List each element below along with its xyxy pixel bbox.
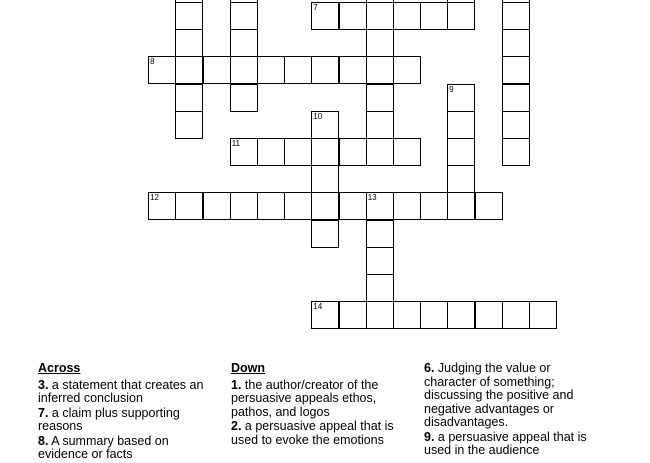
clue-number: 1.	[231, 377, 242, 392]
grid-cell[interactable]	[420, 301, 448, 329]
across-clues	[38, 362, 208, 463]
clue-number-label: 10	[313, 111, 323, 121]
grid-cell[interactable]	[447, 301, 475, 329]
grid-cell[interactable]	[529, 301, 557, 329]
clue-number: 3.	[38, 377, 49, 392]
grid-cell[interactable]	[284, 192, 312, 220]
grid-cell[interactable]	[502, 56, 530, 84]
grid-cell[interactable]	[257, 138, 285, 166]
grid-cell[interactable]	[393, 138, 421, 166]
grid-cell[interactable]	[366, 138, 394, 166]
grid-cell[interactable]	[420, 2, 448, 30]
clue-text: Judging the value or character of something; discussing the positive and negative advantages or disadvantages.	[424, 361, 574, 429]
clue-number: 6.	[424, 361, 435, 375]
grid-cell[interactable]	[311, 192, 339, 220]
grid-cell[interactable]	[447, 138, 475, 166]
grid-cell[interactable]	[175, 192, 203, 220]
clue-number-label: 7	[313, 3, 318, 12]
down-clues-continued	[424, 362, 604, 459]
clue-number: 9.	[424, 429, 435, 444]
clue-number: 7.	[38, 405, 49, 420]
grid-cell[interactable]	[148, 56, 176, 84]
grid-cell[interactable]	[311, 138, 339, 166]
grid-cell[interactable]	[284, 56, 312, 84]
clue-number-label: 9	[449, 84, 454, 94]
grid-cell[interactable]	[257, 56, 285, 84]
grid-cell[interactable]	[230, 84, 258, 112]
clue-down-1	[231, 379, 416, 420]
clue-text: a persuasive appeal that is used to evoke the emotions	[231, 419, 394, 447]
clue-text: a persuasive appeal that is used in the audience	[424, 429, 587, 457]
clue-number: 2.	[231, 419, 242, 433]
grid-cell[interactable]	[311, 111, 339, 139]
grid-cell[interactable]	[366, 56, 394, 84]
grid-cell[interactable]	[393, 192, 421, 220]
grid-cell[interactable]	[447, 2, 475, 30]
clue-text: A summary based on evidence or facts	[38, 433, 169, 461]
clue-number-label: 12	[150, 193, 159, 203]
grid-cell[interactable]	[366, 274, 394, 302]
grid-cell[interactable]	[230, 2, 258, 30]
grid-cell[interactable]	[502, 301, 530, 329]
grid-cell[interactable]	[366, 84, 394, 112]
clue-number-label: 11	[231, 139, 240, 148]
grid-cell[interactable]	[311, 220, 339, 248]
grid-cell[interactable]	[257, 192, 285, 220]
grid-cell[interactable]	[175, 56, 203, 84]
clue-number-label: 13	[367, 193, 377, 203]
grid-cell[interactable]	[230, 56, 258, 84]
clue-text: a claim plus supporting reasons	[38, 405, 180, 433]
clue-down-9	[424, 431, 604, 458]
grid-cell[interactable]	[366, 301, 394, 329]
grid-cell[interactable]	[447, 192, 475, 220]
grid-cell[interactable]	[230, 192, 258, 220]
grid-cell[interactable]	[339, 138, 367, 166]
grid-cell[interactable]	[230, 29, 258, 57]
grid-cell[interactable]	[502, 2, 530, 30]
grid-cell[interactable]	[339, 192, 367, 220]
grid-cell[interactable]	[175, 2, 203, 30]
grid-cell[interactable]	[502, 111, 530, 139]
clue-down-6	[424, 362, 604, 430]
clue-down-2	[231, 420, 416, 447]
grid-cell[interactable]	[203, 56, 231, 84]
grid-cell[interactable]	[502, 138, 530, 166]
grid-cell[interactable]	[230, 138, 258, 166]
grid-cell[interactable]	[393, 301, 421, 329]
grid-cell[interactable]	[311, 165, 339, 193]
across-heading: Across	[38, 361, 81, 375]
grid-cell[interactable]	[366, 111, 394, 139]
grid-cell[interactable]	[366, 29, 394, 57]
grid-cell[interactable]	[339, 301, 367, 329]
grid-cell[interactable]	[311, 56, 339, 84]
grid-cell[interactable]	[420, 192, 448, 220]
grid-cell[interactable]	[393, 2, 421, 30]
grid-cell[interactable]	[366, 2, 394, 30]
grid-cell[interactable]	[339, 2, 367, 30]
grid-cell[interactable]	[366, 192, 394, 220]
down-clues	[231, 362, 416, 448]
grid-cell[interactable]	[175, 29, 203, 57]
grid-cell[interactable]	[311, 2, 339, 30]
clue-number-label: 8	[150, 57, 155, 67]
grid-cell[interactable]	[447, 111, 475, 139]
grid-cell[interactable]	[475, 301, 503, 329]
grid-cell[interactable]	[502, 84, 530, 112]
down-heading: Down	[231, 361, 266, 375]
grid-cell[interactable]	[475, 192, 503, 220]
grid-cell[interactable]	[175, 111, 203, 139]
grid-cell[interactable]	[203, 192, 231, 220]
grid-cell[interactable]	[447, 84, 475, 112]
grid-cell[interactable]	[311, 301, 339, 329]
clue-across-7	[38, 407, 208, 434]
grid-cell[interactable]	[393, 56, 421, 84]
clue-number: 8.	[38, 433, 49, 448]
clue-text: the author/creator of the persuasive appeals ethos, pathos, and logos	[231, 377, 379, 419]
grid-cell[interactable]	[502, 29, 530, 57]
clue-number-label: 14	[313, 302, 323, 312]
grid-cell[interactable]	[175, 84, 203, 112]
grid-cell[interactable]	[148, 192, 176, 220]
grid-cell[interactable]	[284, 138, 312, 166]
clue-across-3	[38, 379, 208, 406]
grid-cell[interactable]	[447, 165, 475, 193]
clue-text: a statement that creates an inferred conclusion	[38, 377, 204, 405]
grid-cell[interactable]	[366, 220, 394, 248]
grid-cell[interactable]	[366, 247, 394, 275]
clue-across-8	[38, 435, 208, 462]
grid-cell[interactable]	[339, 56, 367, 84]
